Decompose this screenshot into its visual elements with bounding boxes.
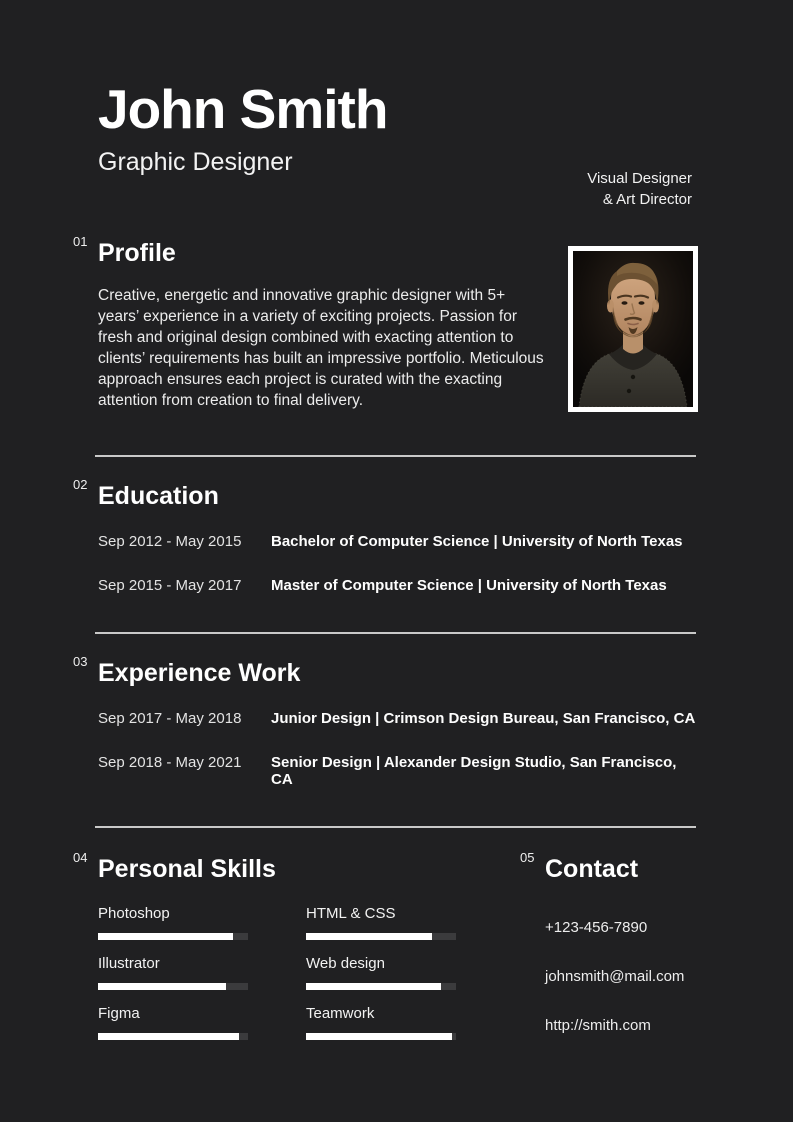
person-job-title: Graphic Designer xyxy=(98,148,293,177)
skill-label: HTML & CSS xyxy=(306,904,396,922)
tagline-line-1: Visual Designer xyxy=(587,170,692,187)
skill-item xyxy=(306,955,456,990)
skill-bar-fill xyxy=(98,1033,239,1040)
skill-label: Web design xyxy=(306,954,385,972)
skill-bar-fill xyxy=(306,1033,452,1040)
education-item xyxy=(98,533,696,550)
portrait-photo-illustration xyxy=(573,251,693,407)
skill-item xyxy=(306,905,456,940)
skill-bar-fill xyxy=(98,933,233,940)
contact-section-number: 05 xyxy=(520,849,535,865)
experience-item xyxy=(98,710,696,727)
skill-label: Teamwork xyxy=(306,1004,375,1022)
education-dates: Sep 2012 - May 2015 xyxy=(98,533,242,551)
skills-heading-text: Personal Skills xyxy=(98,854,276,883)
education-item xyxy=(98,577,696,594)
skill-bar xyxy=(98,933,248,940)
skills-heading xyxy=(73,849,545,884)
person-tagline xyxy=(587,168,692,210)
skill-bar xyxy=(98,1033,248,1040)
skill-label: Illustrator xyxy=(98,954,160,972)
contact-website: http://smith.com xyxy=(545,1016,651,1034)
skill-label: Photoshop xyxy=(98,904,170,922)
bottom-section xyxy=(73,849,696,1040)
person-name: John Smith xyxy=(98,78,388,140)
skills-grid xyxy=(98,905,545,1040)
section-profile xyxy=(73,234,696,417)
section-contact xyxy=(520,849,696,1040)
education-section-number: 02 xyxy=(73,477,88,493)
section-experience xyxy=(73,654,696,788)
experience-detail: Junior Design | Crimson Design Bureau, San Francisco, CA xyxy=(271,709,696,727)
experience-dates: Sep 2018 - May 2021 xyxy=(98,753,242,771)
skill-item xyxy=(98,905,248,940)
experience-heading-text: Experience Work xyxy=(98,659,301,688)
experience-item xyxy=(98,754,696,788)
divider-2 xyxy=(95,632,696,634)
skill-bar-fill xyxy=(306,983,441,990)
skill-bar xyxy=(306,933,456,940)
divider-3 xyxy=(95,826,696,828)
skill-item xyxy=(306,1005,456,1040)
contact-phone: +123-456-7890 xyxy=(545,918,648,936)
contact-heading-text: Contact xyxy=(545,854,639,883)
education-detail: Master of Computer Science | University of North Texas xyxy=(271,577,667,595)
skill-bar xyxy=(306,983,456,990)
skill-label: Figma xyxy=(98,1004,140,1022)
skill-bar-fill xyxy=(306,933,432,940)
tagline-line-2: & Art Director xyxy=(602,191,692,208)
profile-heading-text: Profile xyxy=(98,239,176,268)
section-skills xyxy=(73,849,545,1040)
skill-item xyxy=(98,955,248,990)
education-detail: Bachelor of Computer Science | University of North Texas xyxy=(271,533,683,551)
experience-section-number: 03 xyxy=(73,654,88,670)
skill-item xyxy=(98,1005,248,1040)
section-education xyxy=(73,477,696,595)
education-heading-text: Education xyxy=(98,482,219,511)
education-heading xyxy=(73,477,696,511)
profile-section-number: 01 xyxy=(73,234,88,250)
profile-summary-text: Creative, energetic and innovative graphic designer with 5+ years’ experience in a variety of exciting projects. Passion for fresh and original design combined with exacting attention to clients’ requirements has built an impressive portfolio. Meticulous approach ensures each project is curated with the exacting attention from creation to final delivery. xyxy=(98,287,544,410)
skill-bar-fill xyxy=(98,983,226,990)
header xyxy=(98,78,696,208)
experience-heading xyxy=(73,654,696,688)
contact-email: johnsmith@mail.com xyxy=(545,967,685,985)
skill-bar xyxy=(98,983,248,990)
experience-dates: Sep 2017 - May 2018 xyxy=(98,709,242,727)
contact-heading xyxy=(520,849,696,884)
portrait-photo xyxy=(568,246,698,412)
divider-1 xyxy=(95,455,696,457)
skills-section-number: 04 xyxy=(73,849,88,865)
skill-bar xyxy=(306,1033,456,1040)
education-dates: Sep 2015 - May 2017 xyxy=(98,577,242,595)
experience-detail: Senior Design | Alexander Design Studio, San Francisco, CA xyxy=(271,753,677,788)
